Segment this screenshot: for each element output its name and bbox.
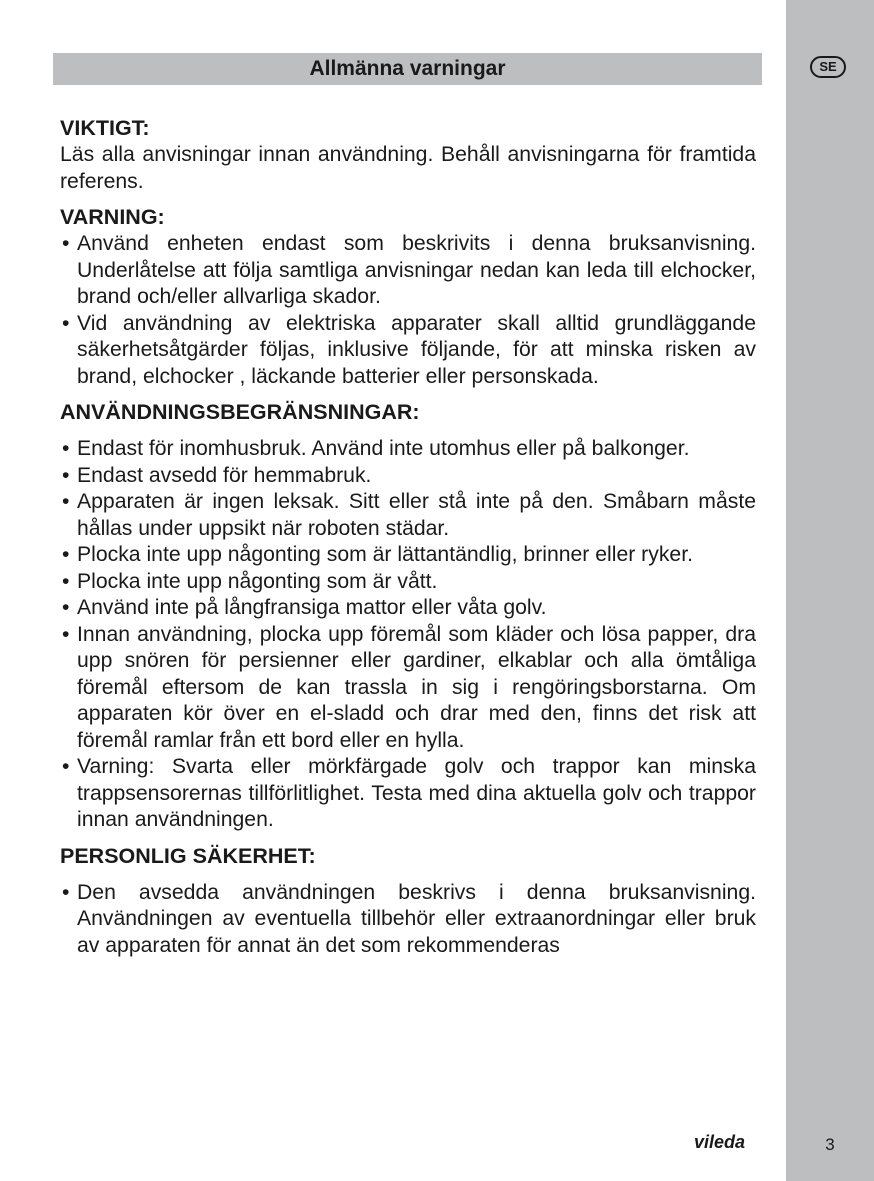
personal-safety-list xyxy=(60,880,756,960)
personal-safety-heading: PERSONLIG SÄKERHET: xyxy=(60,843,316,868)
important-heading: VIKTIGT: xyxy=(60,116,150,140)
warning-heading: VARNING: xyxy=(60,205,165,229)
usage-limits-list xyxy=(60,436,756,834)
important-text: Läs alla anvisningar innan användning. Behåll anvisningarna för framtida referens. xyxy=(60,143,756,193)
usage-limits-heading: ANVÄNDNINGSBEGRÄNSNINGAR: xyxy=(60,400,420,424)
page-title: Allmänna varningar xyxy=(53,53,762,85)
list-item: • Endast för inomhusbruk. Använd inte utomhus eller på balkonger. xyxy=(60,436,756,463)
list-item: • Varning: Svarta eller mörkfärgade golv och trappor kan minska trappsensorernas tillförlitlighet. Testa med dina aktuella golv och trappor innan användningen. xyxy=(60,754,756,834)
language-badge: SE xyxy=(810,56,846,78)
side-strip xyxy=(786,0,874,1181)
document-body xyxy=(60,114,756,967)
warning-list xyxy=(60,231,756,390)
list-item: • Plocka inte upp någonting som är lättantändlig, brinner eller ryker. xyxy=(60,542,756,569)
list-item: • Den avsedda användningen beskrivs i denna bruksanvisning. Användningen av eventuella tillbehör eller extraanordningar eller bruk av apparaten för annat än det som rekommenderas xyxy=(60,880,756,960)
page-number: 3 xyxy=(825,1135,835,1154)
list-item: • Innan användning, plocka upp föremål som kläder och lösa papper, dra upp snören för persienner eller gardiner, elkablar och alla ömtåliga föremål eftersom de kan trassla in sig i rengöringsborstarna. Om apparaten kör över en el-sladd och drar med den, finns det risk att föremål ramlar från ett bord eller en hylla. xyxy=(60,622,756,755)
vileda-logo: vileda xyxy=(694,1132,746,1152)
list-item: • Endast avsedd för hemmabruk. xyxy=(60,463,756,490)
list-item: • Apparaten är ingen leksak. Sitt eller stå inte på den. Småbarn måste hållas under uppsikt när roboten städar. xyxy=(60,489,756,542)
list-item: • Plocka inte upp någonting som är vått. xyxy=(60,569,756,596)
list-item: • Vid användning av elektriska apparater skall alltid grundläggande säkerhetsåtgärder följas, inklusive följande, för att minska risken av brand, elchocker , läckande batterier eller personskada. xyxy=(60,311,756,391)
list-item: • Använd enheten endast som beskrivits i denna bruksanvisning. Underlåtelse att följa samtliga anvisningar nedan kan leda till elchocker, brand och/eller allvarliga skador. xyxy=(60,231,756,311)
list-item: • Använd inte på långfransiga mattor eller våta golv. xyxy=(60,595,756,622)
